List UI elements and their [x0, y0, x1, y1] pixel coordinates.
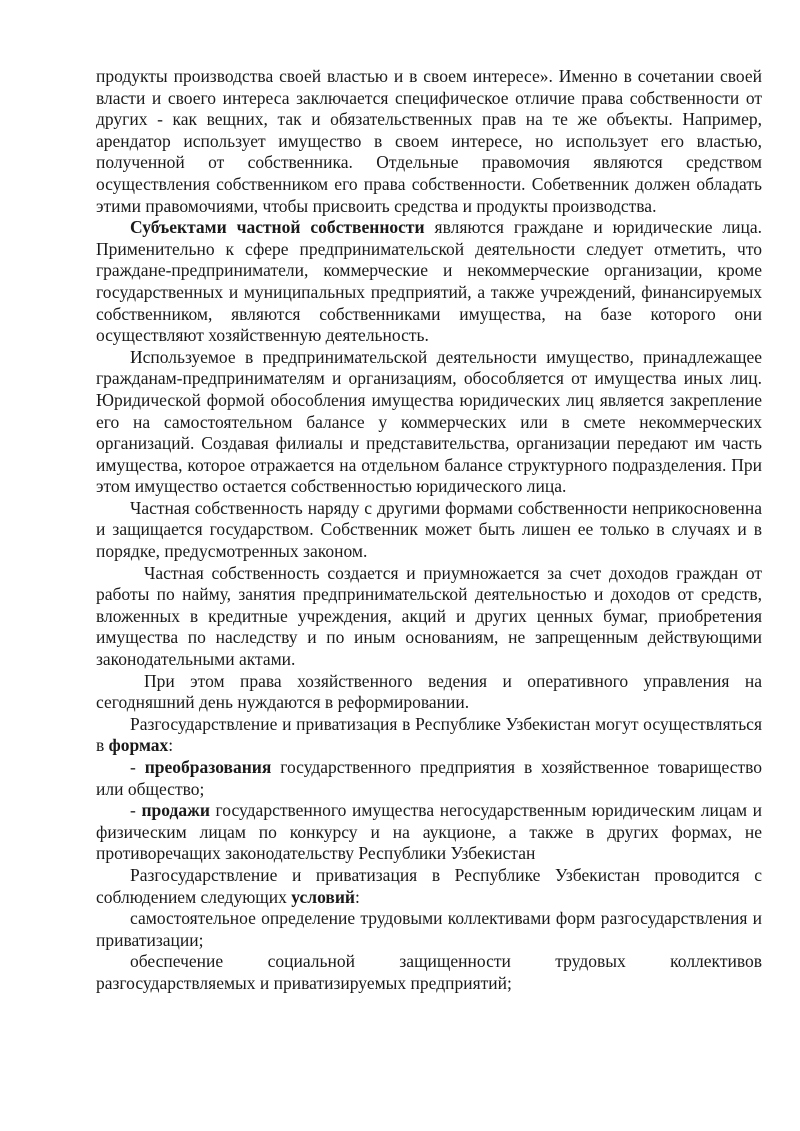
paragraph-3: Используемое в предпринимательской деятельности имущество, принадлежащее гражданам-предпринимателям и организациям, обособляется от имущества иных лиц. Юридической формой обособления имущества юридических лиц является закрепление его на самостоятельном балансе у коммерческих или в смете некоммерческих организаций. Создавая филиалы и представительства, организации передают им часть имущества, которое отражается на отдельном балансе структурного подразделения. При этом имущество остается собственностью юридического лица.: [96, 346, 762, 497]
paragraph-10: [96, 865, 762, 908]
paragraph-7-text: Разгосударствление и приватизация в Республике Узбекистан могут осуществляться в: [96, 713, 762, 756]
condition-item-2: обеспечение социальной защищенности трудовых коллективов разгосударствляемых и приватизируемых предприятий;: [96, 951, 762, 993]
list-item-1-bold: преобразования: [144, 757, 272, 777]
paragraph-10-tail: :: [355, 886, 360, 907]
paragraph-2-text: являются граждане и юридические лица. Применительно к сфере предпринимательской деятельности следует отметить, что граждане-предприниматели, коммерческие и некоммерческие организации, кроме государственных и муниципальных предприятий, а также учреждений, финансируемых собственником, являются собственниками имущества, на базе которого они осуществляют хозяйственную деятельность.: [96, 217, 763, 346]
paragraph-2: [96, 217, 762, 347]
paragraph-2-bold: Субъектами частной собственности: [130, 217, 425, 238]
paragraph-4: Частная собственность наряду с другими формами собственности неприкосновенна и защищается государством. Собственник может быть лишен ее только в случаях и в порядке, предусмотренных законом.: [96, 497, 762, 562]
paragraph-5: Частная собственность создается и приумножается за счет доходов граждан от работы по найму, занятия предпринимательской деятельностью и доходов от средств, вложенных в кредитные учреждения, акций и других ценных бумаг, приобретения имущества по наследству и по иным основаниям, не запрещенным действующими законодательными актами.: [96, 562, 762, 670]
list-item-2-dash: -: [130, 800, 142, 821]
paragraph-7-bold: формах: [108, 735, 169, 756]
paragraph-6: При этом права хозяйственного ведения и оперативного управления на сегодняшний день нуждаются в реформировании.: [96, 670, 762, 713]
list-item-1-text: государственного предприятия в хозяйственное товарищество или общество;: [96, 757, 763, 799]
paragraph-7: [96, 714, 762, 757]
condition-item-1: самостоятельное определение трудовыми коллективами форм разгосударствления и приватизации;: [96, 908, 762, 950]
list-item-2-text: государственного имущества негосударственным юридическим лицам и физическим лицам по конкурсу и на аукционе, а также в других формах, не противоречащих законодательству Республики Узбекистан: [96, 800, 763, 864]
paragraph-10-bold: условий: [291, 886, 355, 907]
document-page: [96, 66, 762, 995]
list-item-2-bold: продажи: [141, 800, 210, 821]
list-item-1-dash: -: [130, 757, 145, 777]
paragraph-10-text: Разгосударствление и приватизация в Республике Узбекистан проводится с соблюдением следующих: [96, 864, 762, 907]
list-item-1: [96, 757, 762, 800]
paragraph-7-tail: :: [168, 735, 174, 756]
paragraph-1: продукты производства своей властью и в своем интересе». Именно в сочетании своей власти и своего интереса заключается специфическое отличие права собственности от других - как вещних, так и обязательственных прав на те же объекты. Например, арендатор использует имущество в своем интересе, но использует его властью, полученной от собственника. Отдельные правомочия являются средством осуществления собственником его права собственности. Собетвенник должен обладать этими правомочиями, чтобы присвоить средства и продукты производства.: [96, 66, 762, 216]
list-item-2: [96, 800, 762, 865]
